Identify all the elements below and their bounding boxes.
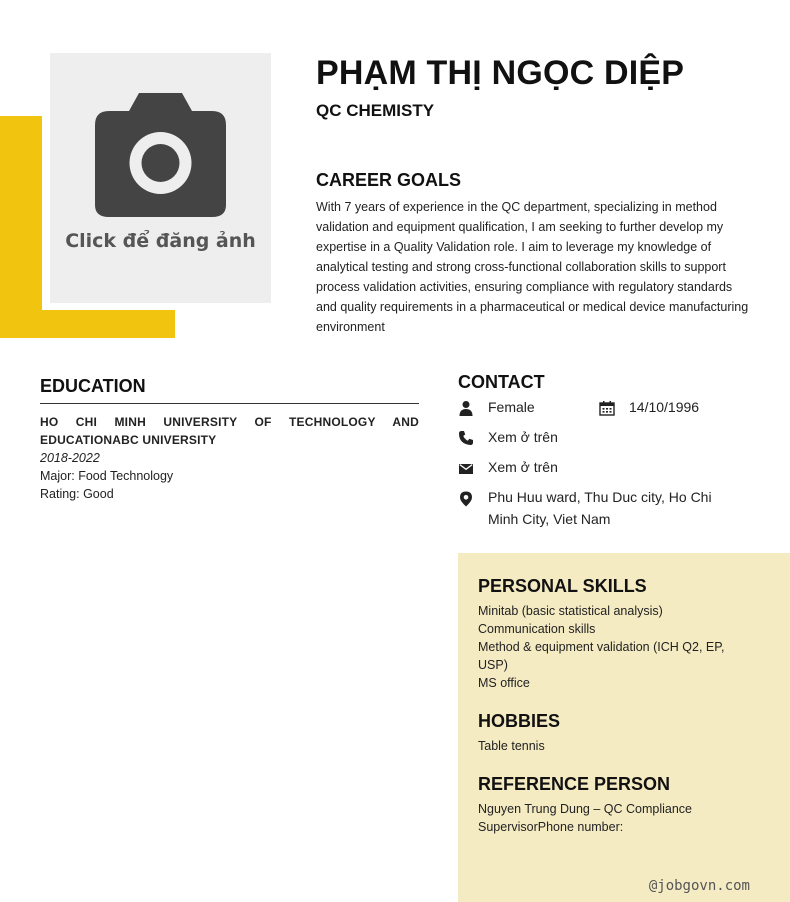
contact-phone[interactable] (458, 426, 658, 448)
mail-icon (458, 460, 474, 476)
career-goals-heading: CAREER GOALS (316, 170, 462, 190)
candidate-name: PHẠM THỊ NGỌC DIỆP (316, 54, 685, 92)
watermark: @jobgovn.com (648, 878, 750, 894)
education-major: Major: Food Technology (40, 469, 174, 483)
address-value: Phu Huu ward, Thu Duc city, Ho Chi Minh City, Viet Nam (488, 489, 712, 527)
education-school: HO CHI MINH UNIVERSITY OF TECHNOLOGY AND EDUCATIONABC UNIVERSITY (40, 415, 419, 447)
accent-bar-horizontal (0, 310, 175, 338)
career-goals-text: With 7 years of experience in the QC department, specializing in method validation and equipment qualification, I am seeking to further develop my expertise in a Quality Validation role. I aim to leverage my knowledge of analytical testing and strong cross-functional collaboration skills to support process validation activities, ensuring compliance with regulatory standards and quality requirements in a pharmaceutical or medical device manufacturing environment (316, 200, 749, 334)
job-title: QC CHEMISTY (316, 101, 435, 120)
skill-item: Minitab (basic statistical analysis) (478, 604, 663, 618)
education-divider (40, 403, 419, 404)
education-heading: EDUCATION (40, 376, 146, 396)
photo-caption: Click để đăng ảnh (65, 230, 256, 252)
gender-value: Female (488, 399, 535, 415)
contact-email[interactable] (458, 456, 658, 478)
hobbies-heading: HOBBIES (478, 711, 561, 731)
skill-item: MS office (478, 676, 530, 690)
skills-panel (458, 553, 790, 902)
skill-item: Method & equipment validation (ICH Q2, EP, USP) (478, 640, 725, 672)
reference-text: Nguyen Trung Dung – QC Compliance SupervisorPhone number: (478, 802, 693, 834)
education-rating: Rating: Good (40, 487, 114, 501)
contact-heading: CONTACT (458, 372, 545, 392)
education-years: 2018-2022 (40, 451, 100, 465)
accent-bar-vertical (0, 116, 42, 338)
photo-upload[interactable] (50, 53, 271, 303)
email-value: Xem ở trên (488, 459, 558, 475)
calendar-icon (599, 400, 615, 416)
skill-item: Communication skills (478, 622, 596, 636)
contact-address (458, 486, 738, 532)
personal-skills-heading: PERSONAL SKILLS (478, 576, 647, 596)
phone-icon (458, 430, 474, 446)
camera-icon (95, 89, 226, 217)
personal-skills-list (478, 602, 738, 692)
hobby-item: Table tennis (478, 739, 545, 753)
reference-heading: REFERENCE PERSON (478, 774, 671, 794)
location-pin-icon (458, 491, 474, 507)
contact-birthday (599, 396, 749, 418)
person-icon (458, 400, 474, 416)
contact-gender (458, 396, 598, 418)
hobbies-list (478, 737, 738, 755)
education-entry (40, 413, 419, 503)
phone-value: Xem ở trên (488, 429, 558, 445)
birthday-value: 14/10/1996 (629, 399, 700, 415)
